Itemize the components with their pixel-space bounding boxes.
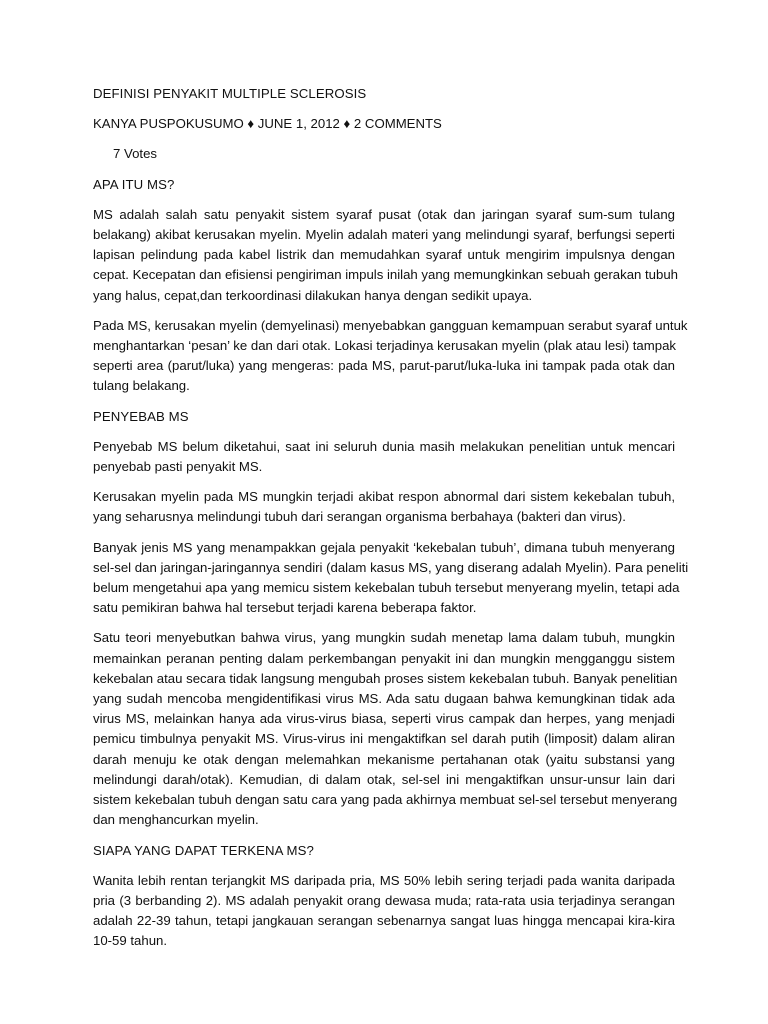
paragraph-line: seperti area (parut/luka) yang mengeras: pada MS, parut-parut/luka-luka ini tampak pada otak dan xyxy=(93,358,675,374)
paragraph-line: 10-59 tahun. xyxy=(93,933,168,949)
paragraph-line: MS adalah salah satu penyakit sistem syaraf pusat (otak dan jaringan syaraf sum-sum tulang xyxy=(93,206,675,222)
document-title: DEFINISI PENYAKIT MULTIPLE SCLEROSIS xyxy=(93,86,367,101)
paragraph-line: sel-sel dan jaringan-jaringannya sendiri (dalam kasus MS, yang diserang adalah Myelin). Para peneliti xyxy=(93,559,689,575)
paragraph-line: Kerusakan myelin pada MS mungkin terjadi akibat respon abnormal dari sistem kekebalan tubuh, xyxy=(93,489,675,505)
paragraph-line: pemicu timbulnya penyakit MS. Virus-virus ini mengaktifkan sel darah putih (limposit) dalam aliran xyxy=(93,731,675,747)
paragraph xyxy=(93,538,689,619)
paragraph xyxy=(93,316,688,397)
paragraph-line: tulang belakang. xyxy=(93,378,190,394)
vote-count: 7 Votes xyxy=(113,146,157,162)
post-meta: KANYA PUSPOKUSUMO ♦ JUNE 1, 2012 ♦ 2 COMMENTS xyxy=(93,116,442,132)
paragraph-line: virus MS, melainkan hanya ada virus-virus biasa, seperti virus campak dan herpes, yang menjadi xyxy=(93,711,675,727)
section-heading: PENYEBAB MS xyxy=(93,408,189,424)
document-page xyxy=(93,84,689,962)
paragraph-line: belum mengetahui apa yang memicu sistem kekebalan tubuh tersebut menyerang myelin, tetapi ada xyxy=(93,580,680,596)
paragraph-line: Satu teori menyebutkan bahwa virus, yang mungkin sudah menetap lama dalam tubuh, mungkin xyxy=(93,630,675,646)
paragraph-line: belakang) akibat kerusakan myelin. Myelin adalah materi yang melindungi syaraf, berfungsi seperti xyxy=(93,227,675,243)
paragraph-line: kekebalan atau secara tidak langsung mengubah proses sistem kekebalan tubuh. Banyak penelitian xyxy=(93,670,678,686)
paragraph-line: menghantarkan ‘pesan’ ke dan dari otak. Lokasi terjadinya kerusakan myelin (plak atau lesi) tampak xyxy=(93,338,677,354)
paragraph xyxy=(93,871,675,952)
paragraph-line: Banyak jenis MS yang menampakkan gejala penyakit ‘kekebalan tubuh’, dimana tubuh menyerang xyxy=(93,539,675,555)
paragraph-line: Penyebab MS belum diketahui, saat ini seluruh dunia masih melakukan penelitian untuk mencari xyxy=(93,438,675,454)
paragraph-line: adalah 22-39 tahun, tetapi jangkauan serangan sebenarnya sangat luas hingga mencapai kira-kira xyxy=(93,913,675,929)
paragraph-line: yang sudah mencoba mengidentifikasi virus MS. Ada satu dugaan bahwa kemungkinan tidak ada xyxy=(93,691,675,707)
paragraph xyxy=(93,628,678,830)
paragraph-line: lapisan pelindung pada kabel listrik dan memudahkan syaraf untuk mengirim impulsnya dengan xyxy=(93,247,675,263)
paragraph-line: memainkan peranan penting dalam perkembangan penyakit ini dan mungkin mengganggu sistem xyxy=(93,650,675,666)
paragraph-line: yang halus, cepat,dan terkoordinasi dilakukan hanya dengan sedikit upaya. xyxy=(93,287,533,303)
paragraph xyxy=(93,437,675,477)
paragraph-line: Wanita lebih rentan terjangkit MS daripada pria, MS 50% lebih sering terjadi pada wanita daripada xyxy=(93,872,675,888)
paragraph-line: dan menghancurkan myelin. xyxy=(93,812,259,828)
paragraph-line: sistem kekebalan tubuh dengan satu cara yang pada akhirnya membuat sel-sel tersebut menyerang xyxy=(93,792,678,808)
section-heading: APA ITU MS? xyxy=(93,176,175,192)
paragraph-line: melindungi darah/otak). Kemudian, di dalam otak, sel-sel ini mengaktifkan unsur-unsur lain dari xyxy=(93,771,675,787)
article-body xyxy=(93,175,689,952)
paragraph-line: darah menuju ke otak dengan melemahkan mekanisme pertahanan otak (yaitu substansi yang xyxy=(93,751,675,767)
paragraph-line: Pada MS, kerusakan myelin (demyelinasi) menyebabkan gangguan kemampuan serabut syaraf untuk xyxy=(93,317,688,333)
paragraph xyxy=(93,205,679,306)
paragraph xyxy=(93,487,675,527)
section-heading: SIAPA YANG DAPAT TERKENA MS? xyxy=(93,842,314,858)
paragraph-line: pria (3 berbanding 2). MS adalah penyakit orang dewasa muda; rata-rata usia terjadinya serangan xyxy=(93,892,675,908)
paragraph-line: cepat. Kecepatan dan efisiensi pengiriman impuls inilah yang memungkinkan sebuah gerakan tubuh xyxy=(93,267,679,283)
paragraph-line: penyebab pasti penyakit MS. xyxy=(93,459,263,475)
paragraph-line: satu pemikiran bahwa hal tersebut terjadi karena beberapa faktor. xyxy=(93,600,477,616)
paragraph-line: yang seharusnya melindungi tubuh dari serangan organisma berbahaya (bakteri dan virus). xyxy=(93,509,626,525)
